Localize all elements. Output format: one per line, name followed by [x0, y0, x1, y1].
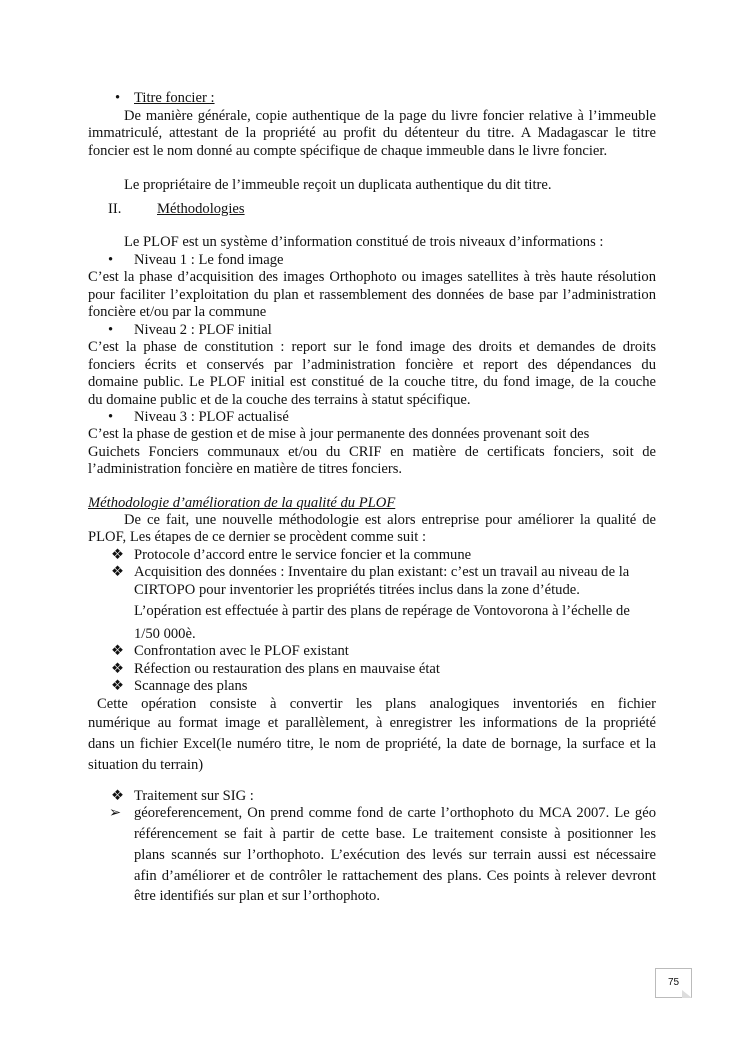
text-line	[88, 443, 656, 461]
list-item-text	[134, 563, 629, 581]
line-text: Scannage des plans	[134, 678, 248, 694]
text-line	[88, 338, 656, 356]
text-line	[88, 356, 656, 374]
text-line	[88, 756, 203, 774]
line-text: immatriculé, attestant de la propriété au profit du détenteur du titre. A Madagascar le titre	[88, 125, 656, 141]
text-line	[124, 511, 656, 529]
line-text: L’opération est effectuée à partir des plans de repérage de Vontovorona à l’échelle de	[134, 603, 630, 619]
line-text: C’est la phase de gestion et de mise à jour permanente des données provenant soit des	[88, 426, 590, 442]
text-line	[88, 373, 656, 391]
line-text: fonciers écrits et conservés par l’administration foncière et report des dépendances du	[88, 357, 656, 373]
line-text: Acquisition des données : Inventaire du plan existant: c’est un travail au niveau de la	[134, 564, 630, 580]
line-text: Traitement sur SIG :	[134, 788, 254, 804]
text-line	[134, 602, 630, 620]
line-text: C’est la phase d’acquisition des images Orthophoto ou images satellites à très haute résolution	[88, 269, 656, 285]
list-item-text	[157, 200, 245, 218]
bullet-icon: ❖	[111, 788, 125, 804]
list-item-text	[134, 804, 656, 822]
line-text: Titre foncier :	[134, 90, 215, 106]
text-line	[134, 581, 580, 599]
text-line	[88, 391, 471, 409]
line-text: Le PLOF est un système d’information constitué de trois niveaux d’informations :	[124, 234, 604, 250]
line-text: Guichets Fonciers communaux et/ou du CRIF en matière de certificats fonciers, soit de	[88, 444, 656, 460]
line-text: De manière générale, copie authentique de la page du livre foncier relative à l’immeuble	[124, 108, 656, 124]
line-text: domaine public. Le PLOF initial est constitué de la couche titre, du fond image, de la couche	[88, 374, 656, 390]
line-text: Niveau 2 : PLOF initial	[134, 322, 272, 338]
line-text: être identifiés sur plan et sur l’orthophoto.	[134, 888, 381, 904]
bullet-icon: •	[108, 409, 114, 425]
line-text: De ce fait, une nouvelle méthodologie est alors entreprise pour améliorer la qualité de	[124, 512, 656, 528]
line-text: Niveau 1 : Le fond image	[134, 252, 284, 268]
text-line	[88, 268, 656, 286]
line-text: référencement se fait à partir de cette base. Le traitement consiste à positionner les	[134, 826, 656, 842]
list-item-text	[134, 251, 284, 269]
line-text: Réfection ou restauration des plans en mauvaise état	[134, 661, 440, 677]
line-text: l’administration foncière en matière de titres fonciers.	[88, 461, 403, 477]
text-line	[88, 124, 656, 142]
text-line	[88, 528, 426, 546]
page-corner-fold	[682, 990, 692, 998]
list-item-text	[134, 89, 215, 107]
bullet-icon: ❖	[111, 678, 125, 694]
list-item-text	[134, 660, 440, 678]
line-text: foncière et/ou par la commune	[88, 304, 267, 320]
line-text: Cette opération consiste à convertir les plans analogiques inventoriés en fichier	[97, 696, 656, 712]
line-text: du domaine public et de la couche des terrains à statut spécifique.	[88, 392, 471, 408]
line-text: PLOF, Les étapes de ce dernier se procèdent comme suit :	[88, 529, 427, 545]
text-line	[88, 735, 656, 753]
line-text: Protocole d’accord entre le service foncier et la commune	[134, 547, 472, 563]
line-text: numérique au format image et parallèlement, à enregistrer les informations de la propriété	[88, 715, 656, 731]
text-line	[134, 846, 656, 864]
list-item-text	[134, 546, 471, 564]
line-text: plans scannés sur l’orthophoto. L’exécution des levés sur terrain aussi est nécessaire	[134, 847, 656, 863]
bullet-icon: •	[115, 90, 121, 106]
text-line	[124, 107, 656, 125]
text-line	[134, 825, 656, 843]
line-text: afin d’améliorer et de contrôler le rattachement des plans. Ces points à relever devront	[134, 868, 656, 884]
text-line	[88, 286, 656, 304]
list-item-text	[134, 677, 247, 695]
bullet-icon: ❖	[111, 547, 125, 563]
line-text: CIRTOPO pour inventorier les propriétés titrées inclus dans la zone d’étude.	[134, 582, 580, 598]
page-number-box	[655, 968, 692, 998]
line-text: 1/50 000è.	[134, 626, 196, 642]
line-text: C’est la phase de constitution : report sur le fond image des droits et demandes de droits	[88, 339, 656, 355]
line-text: Le propriétaire de l’immeuble reçoit un duplicata authentique du dit titre.	[124, 177, 552, 193]
bullet-icon: ❖	[111, 661, 125, 677]
text-line	[124, 176, 552, 194]
list-item-text	[134, 408, 289, 426]
text-line	[124, 233, 604, 251]
list-item-text	[134, 321, 272, 339]
line-text: Niveau 3 : PLOF actualisé	[134, 409, 289, 425]
text-line	[134, 887, 380, 905]
bullet-icon: •	[108, 322, 114, 338]
text-line	[88, 714, 656, 732]
bullet-icon: ❖	[111, 643, 125, 659]
line-text: pour faciliter l’exploitation du plan et rassemblement des données de base par l’administration	[88, 287, 656, 303]
page-number: 75	[667, 977, 680, 988]
text-line	[88, 460, 402, 478]
text-line	[134, 867, 656, 885]
section-number: II.	[108, 201, 122, 217]
bullet-icon: ❖	[111, 564, 125, 580]
line-text: situation du terrain)	[88, 757, 204, 773]
list-item-text	[134, 642, 349, 660]
bullet-icon: ➢	[109, 805, 122, 821]
text-line	[134, 625, 196, 643]
text-line	[88, 303, 266, 321]
line-text: foncier est le nom donné au compte spécifique de chaque immeuble dans le livre foncier.	[88, 143, 608, 159]
text-line	[88, 494, 395, 512]
line-text: géoreferencement, On prend comme fond de carte l’orthophoto du MCA 2007. Le géo	[134, 805, 656, 821]
line-text: Méthodologies	[157, 201, 245, 217]
list-item-text	[134, 787, 254, 805]
text-line	[88, 142, 607, 160]
text-line	[88, 425, 589, 443]
bullet-icon: •	[108, 252, 114, 268]
line-text: dans un fichier Excel(le numéro titre, le nom de propriété, la date de bornage, la surface et la	[88, 736, 656, 752]
text-line	[97, 695, 656, 713]
line-text: Confrontation avec le PLOF existant	[134, 643, 349, 659]
line-text: Méthodologie d’amélioration de la qualité du PLOF	[88, 495, 396, 511]
